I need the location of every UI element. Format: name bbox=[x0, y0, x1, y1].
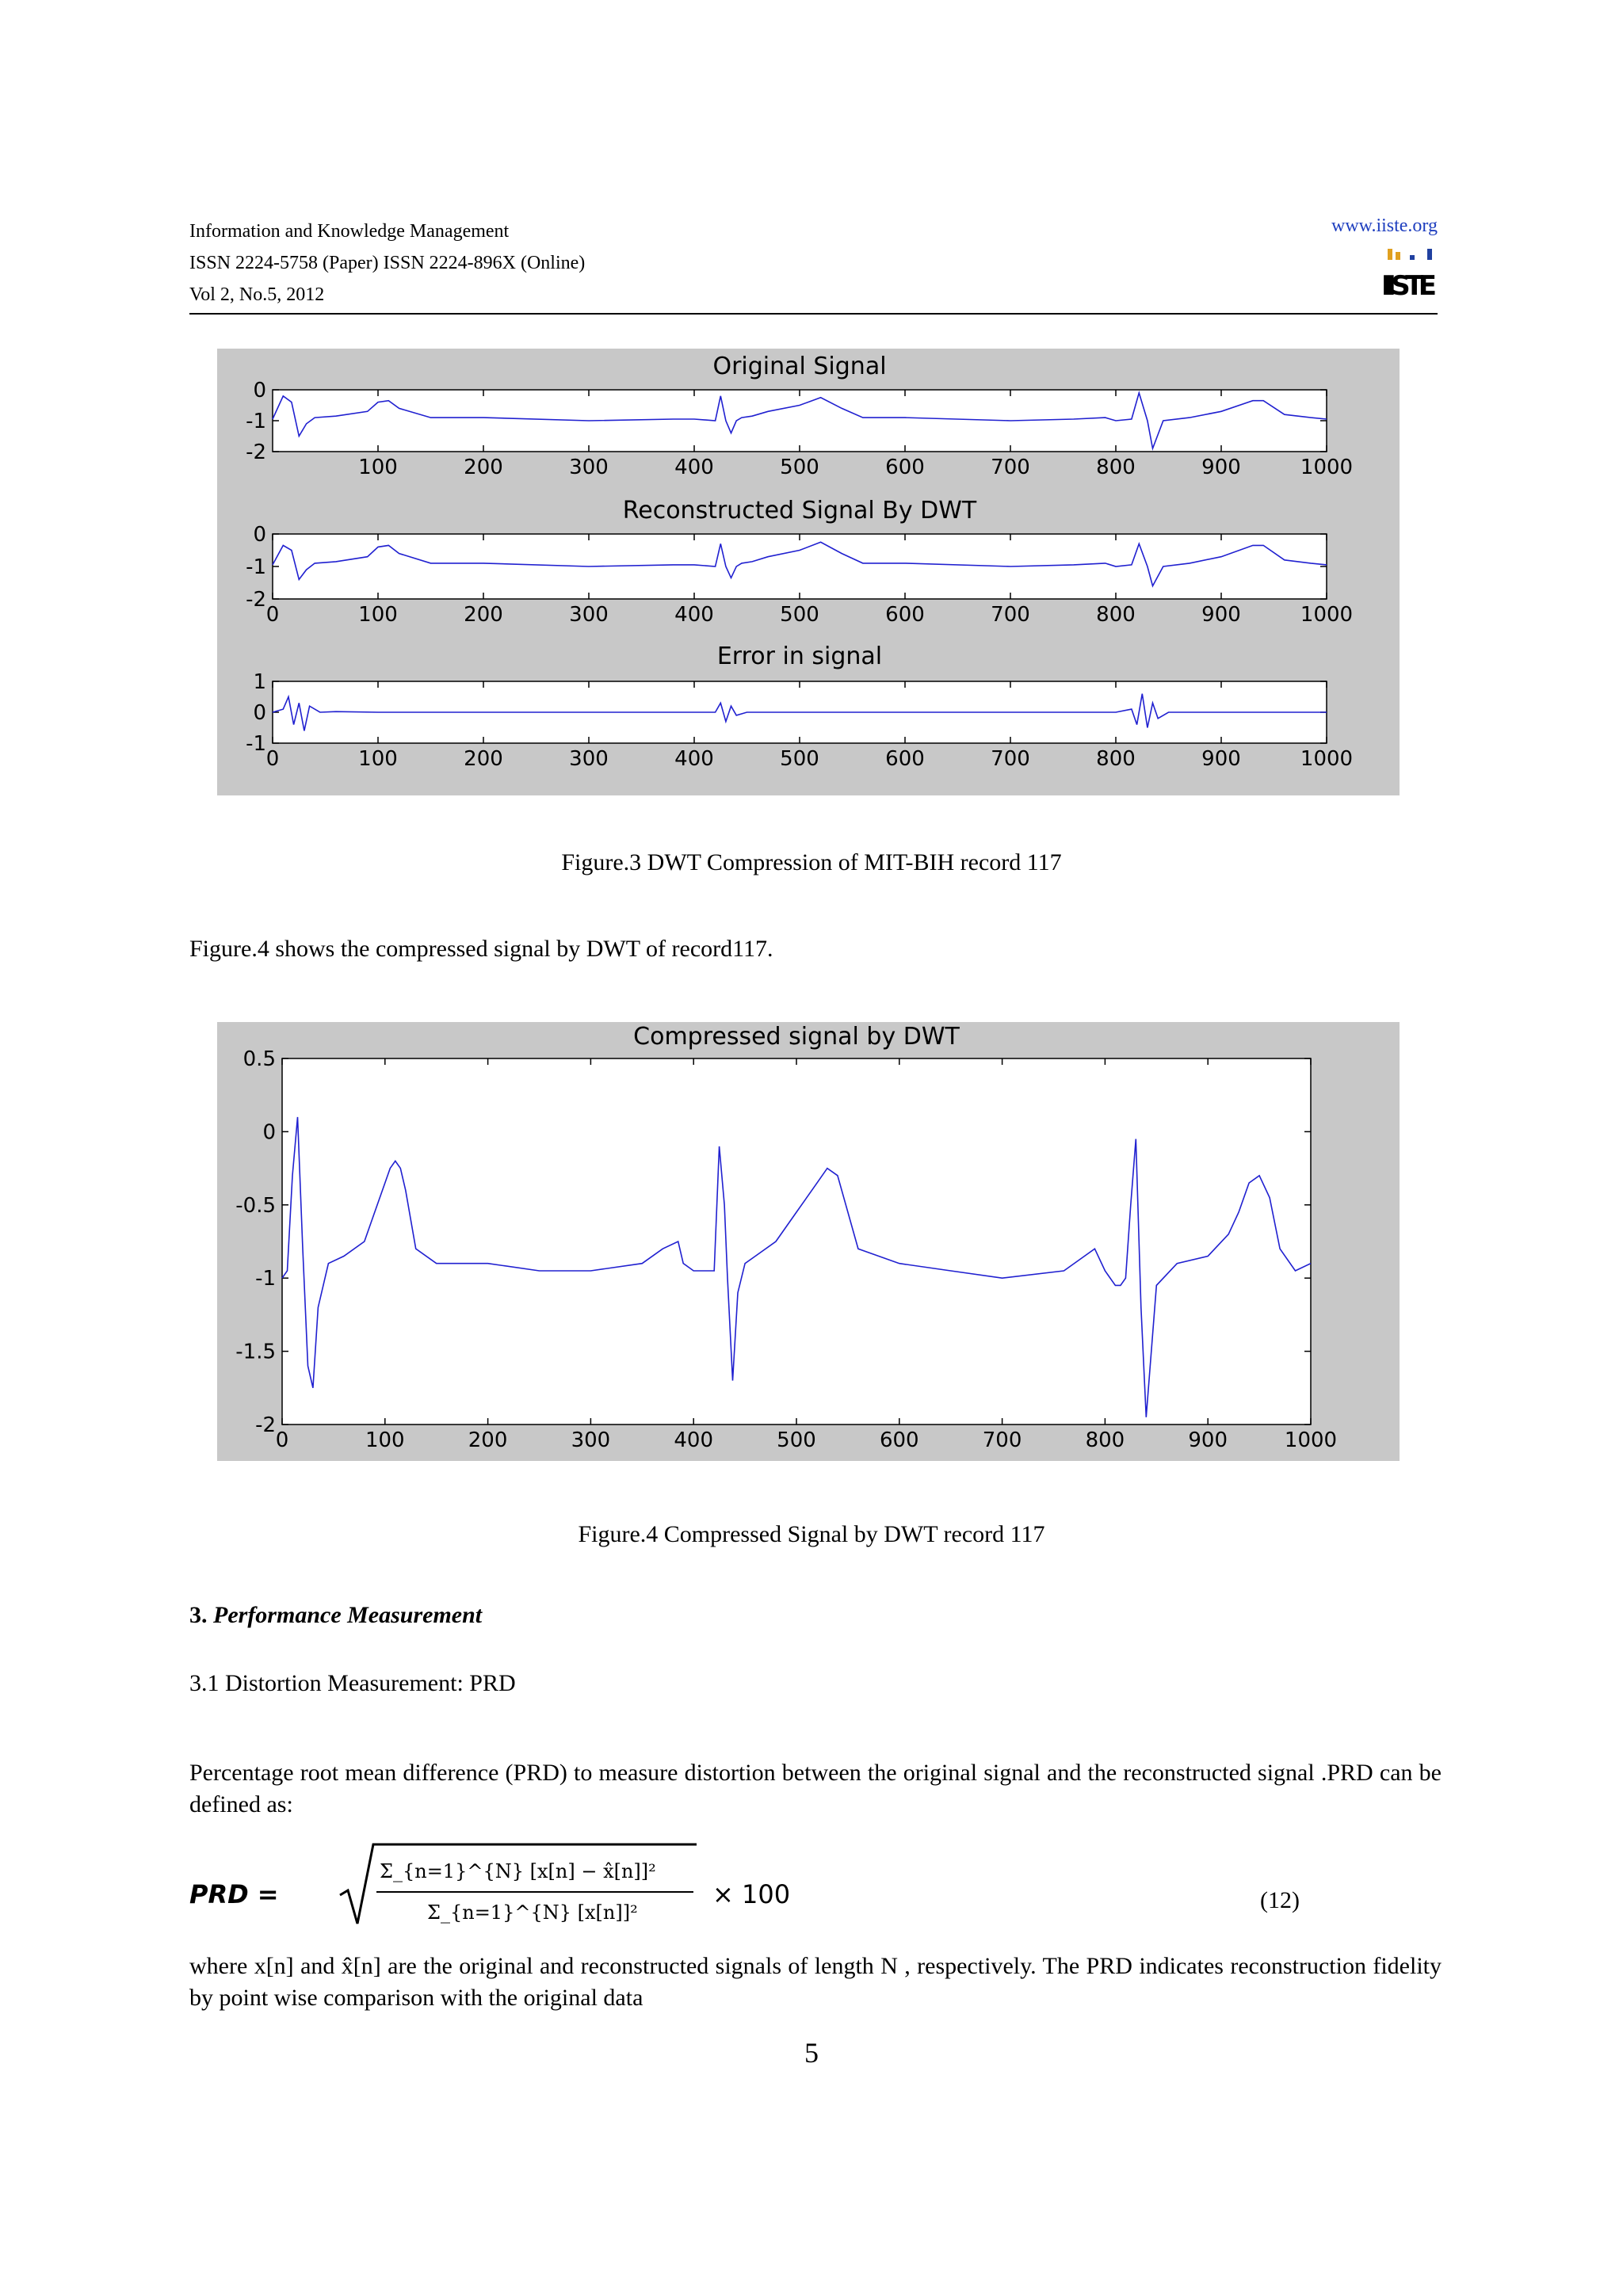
x-tick-label: 500 bbox=[780, 747, 819, 771]
figure-3-chart bbox=[217, 349, 1400, 795]
x-tick-label: 200 bbox=[464, 456, 503, 479]
figure-4-intro: Figure.4 shows the compressed signal by DWT of record117. bbox=[189, 936, 773, 962]
chart-title: Reconstructed Signal By DWT bbox=[622, 497, 977, 524]
equation-lhs: PRD = bbox=[189, 1879, 279, 1909]
page-number: 5 bbox=[804, 2037, 819, 2069]
figure-4-caption: Figure.4 Compressed Signal by DWT record 117 bbox=[578, 1521, 1045, 1547]
x-tick-label: 400 bbox=[674, 603, 714, 627]
equation-denominator: Σ_{n=1}^{N} [x[n]]² bbox=[427, 1901, 638, 1924]
figure-4 bbox=[217, 1022, 1400, 1461]
equation-numerator: Σ_{n=1}^{N} [x[n] − x̂[n]]² bbox=[380, 1860, 656, 1882]
y-tick-label: -1 bbox=[246, 410, 266, 433]
x-tick-label: 800 bbox=[1096, 747, 1136, 771]
y-tick-label: -1 bbox=[255, 1267, 276, 1291]
x-tick-label: 900 bbox=[1201, 456, 1241, 479]
chart-title: Error in signal bbox=[716, 643, 883, 670]
x-tick-label: 300 bbox=[569, 456, 609, 479]
y-tick-label: -1 bbox=[246, 732, 266, 756]
x-tick-label: 600 bbox=[885, 747, 925, 771]
x-tick-label: 500 bbox=[780, 603, 819, 627]
x-tick-label: 900 bbox=[1201, 603, 1241, 627]
where-paragraph: where x[n] and x̂[n] are the original and reconstructed signals of length N , respectively. The PRD indicates reconstruction fidelity by point wise comparison with the original data bbox=[189, 1953, 1442, 2011]
y-tick-label: -1 bbox=[246, 555, 266, 579]
iiste-logo bbox=[1381, 247, 1438, 299]
x-tick-label: 800 bbox=[1096, 603, 1136, 627]
issn: ISSN 2224-5758 (Paper) ISSN 2224-896X (Online) bbox=[189, 253, 586, 273]
figure-3 bbox=[217, 349, 1400, 795]
x-tick-label: 900 bbox=[1188, 1428, 1228, 1452]
x-tick-label: 100 bbox=[358, 456, 398, 479]
x-tick-label: 200 bbox=[468, 1428, 508, 1452]
x-tick-label: 500 bbox=[777, 1428, 816, 1452]
plot-area bbox=[273, 534, 1327, 599]
iiste-logo-icon bbox=[1381, 247, 1438, 299]
y-tick-label: 0 bbox=[253, 701, 266, 725]
x-tick-label: 300 bbox=[569, 603, 609, 627]
x-tick-label: 300 bbox=[569, 747, 609, 771]
x-tick-label: 900 bbox=[1201, 747, 1241, 771]
prd-paragraph: Percentage root mean difference (PRD) to measure distortion between the original signal and the reconstructed signal .PRD can be defined as: bbox=[189, 1760, 1442, 1817]
y-tick-label: -2 bbox=[246, 588, 266, 612]
chart-panel-3 bbox=[235, 1023, 1337, 1452]
prd-equation-graphic bbox=[189, 1838, 839, 1933]
section-number: 3. bbox=[189, 1602, 208, 1628]
figure-3-caption: Figure.3 DWT Compression of MIT-BIH record 117 bbox=[561, 849, 1062, 875]
x-tick-label: 400 bbox=[674, 456, 714, 479]
y-tick-label: -2 bbox=[246, 441, 266, 464]
y-tick-label: 0 bbox=[262, 1120, 276, 1145]
subsection-heading: 3.1 Distortion Measurement: PRD bbox=[189, 1670, 516, 1696]
x-tick-label: 700 bbox=[991, 603, 1030, 627]
x-tick-label: 1000 bbox=[1300, 747, 1354, 771]
y-tick-label: -0.5 bbox=[235, 1193, 276, 1218]
chart-title: Original Signal bbox=[712, 353, 887, 380]
x-tick-label: 800 bbox=[1096, 456, 1136, 479]
x-tick-label: 700 bbox=[991, 747, 1030, 771]
x-tick-label: 100 bbox=[358, 747, 398, 771]
volume-info: Vol 2, No.5, 2012 bbox=[189, 284, 325, 305]
chart-title: Compressed signal by DWT bbox=[633, 1023, 960, 1051]
figure-4-chart bbox=[217, 1022, 1400, 1461]
x-tick-label: 400 bbox=[674, 1428, 714, 1452]
x-tick-label: 600 bbox=[885, 603, 925, 627]
section-heading bbox=[189, 1602, 482, 1629]
journal-url[interactable]: www.iiste.org bbox=[1331, 215, 1438, 236]
y-tick-label: 0.5 bbox=[242, 1047, 276, 1071]
x-tick-label: 600 bbox=[885, 456, 925, 479]
x-tick-label: 100 bbox=[358, 603, 398, 627]
x-tick-label: 200 bbox=[464, 603, 503, 627]
y-tick-label: -2 bbox=[255, 1413, 276, 1437]
x-tick-label: 300 bbox=[571, 1428, 611, 1452]
prd-equation bbox=[189, 1838, 839, 1933]
x-tick-label: 600 bbox=[879, 1428, 919, 1452]
y-tick-label: -1.5 bbox=[235, 1340, 276, 1364]
x-tick-label: 0 bbox=[265, 747, 280, 771]
y-tick-label: 0 bbox=[253, 523, 266, 547]
chart-panel-1 bbox=[246, 497, 1353, 627]
section-title: Performance Measurement bbox=[213, 1602, 483, 1628]
y-tick-label: 1 bbox=[253, 670, 266, 694]
equation-number: (12) bbox=[1260, 1887, 1300, 1913]
x-tick-label: 1000 bbox=[1284, 1428, 1338, 1452]
journal-name: Information and Knowledge Management bbox=[189, 221, 510, 242]
y-tick-label: 0 bbox=[253, 379, 266, 402]
x-tick-label: 200 bbox=[464, 747, 503, 771]
x-tick-label: 1000 bbox=[1300, 603, 1354, 627]
x-tick-label: 700 bbox=[991, 456, 1030, 479]
x-tick-label: 500 bbox=[780, 456, 819, 479]
x-tick-label: 1000 bbox=[1300, 456, 1354, 479]
chart-panel-0 bbox=[246, 353, 1353, 479]
x-tick-label: 100 bbox=[365, 1428, 405, 1452]
chart-panel-2 bbox=[246, 643, 1353, 771]
x-tick-label: 0 bbox=[265, 603, 280, 627]
x-tick-label: 400 bbox=[674, 747, 714, 771]
header-rule bbox=[189, 313, 1438, 315]
x-tick-label: 0 bbox=[275, 1428, 289, 1452]
x-tick-label: 700 bbox=[982, 1428, 1022, 1452]
logo-text: IISTE bbox=[1381, 270, 1437, 299]
x-tick-label: 800 bbox=[1085, 1428, 1125, 1452]
equation-times: × 100 bbox=[712, 1879, 791, 1909]
plot-area bbox=[282, 1058, 1311, 1425]
